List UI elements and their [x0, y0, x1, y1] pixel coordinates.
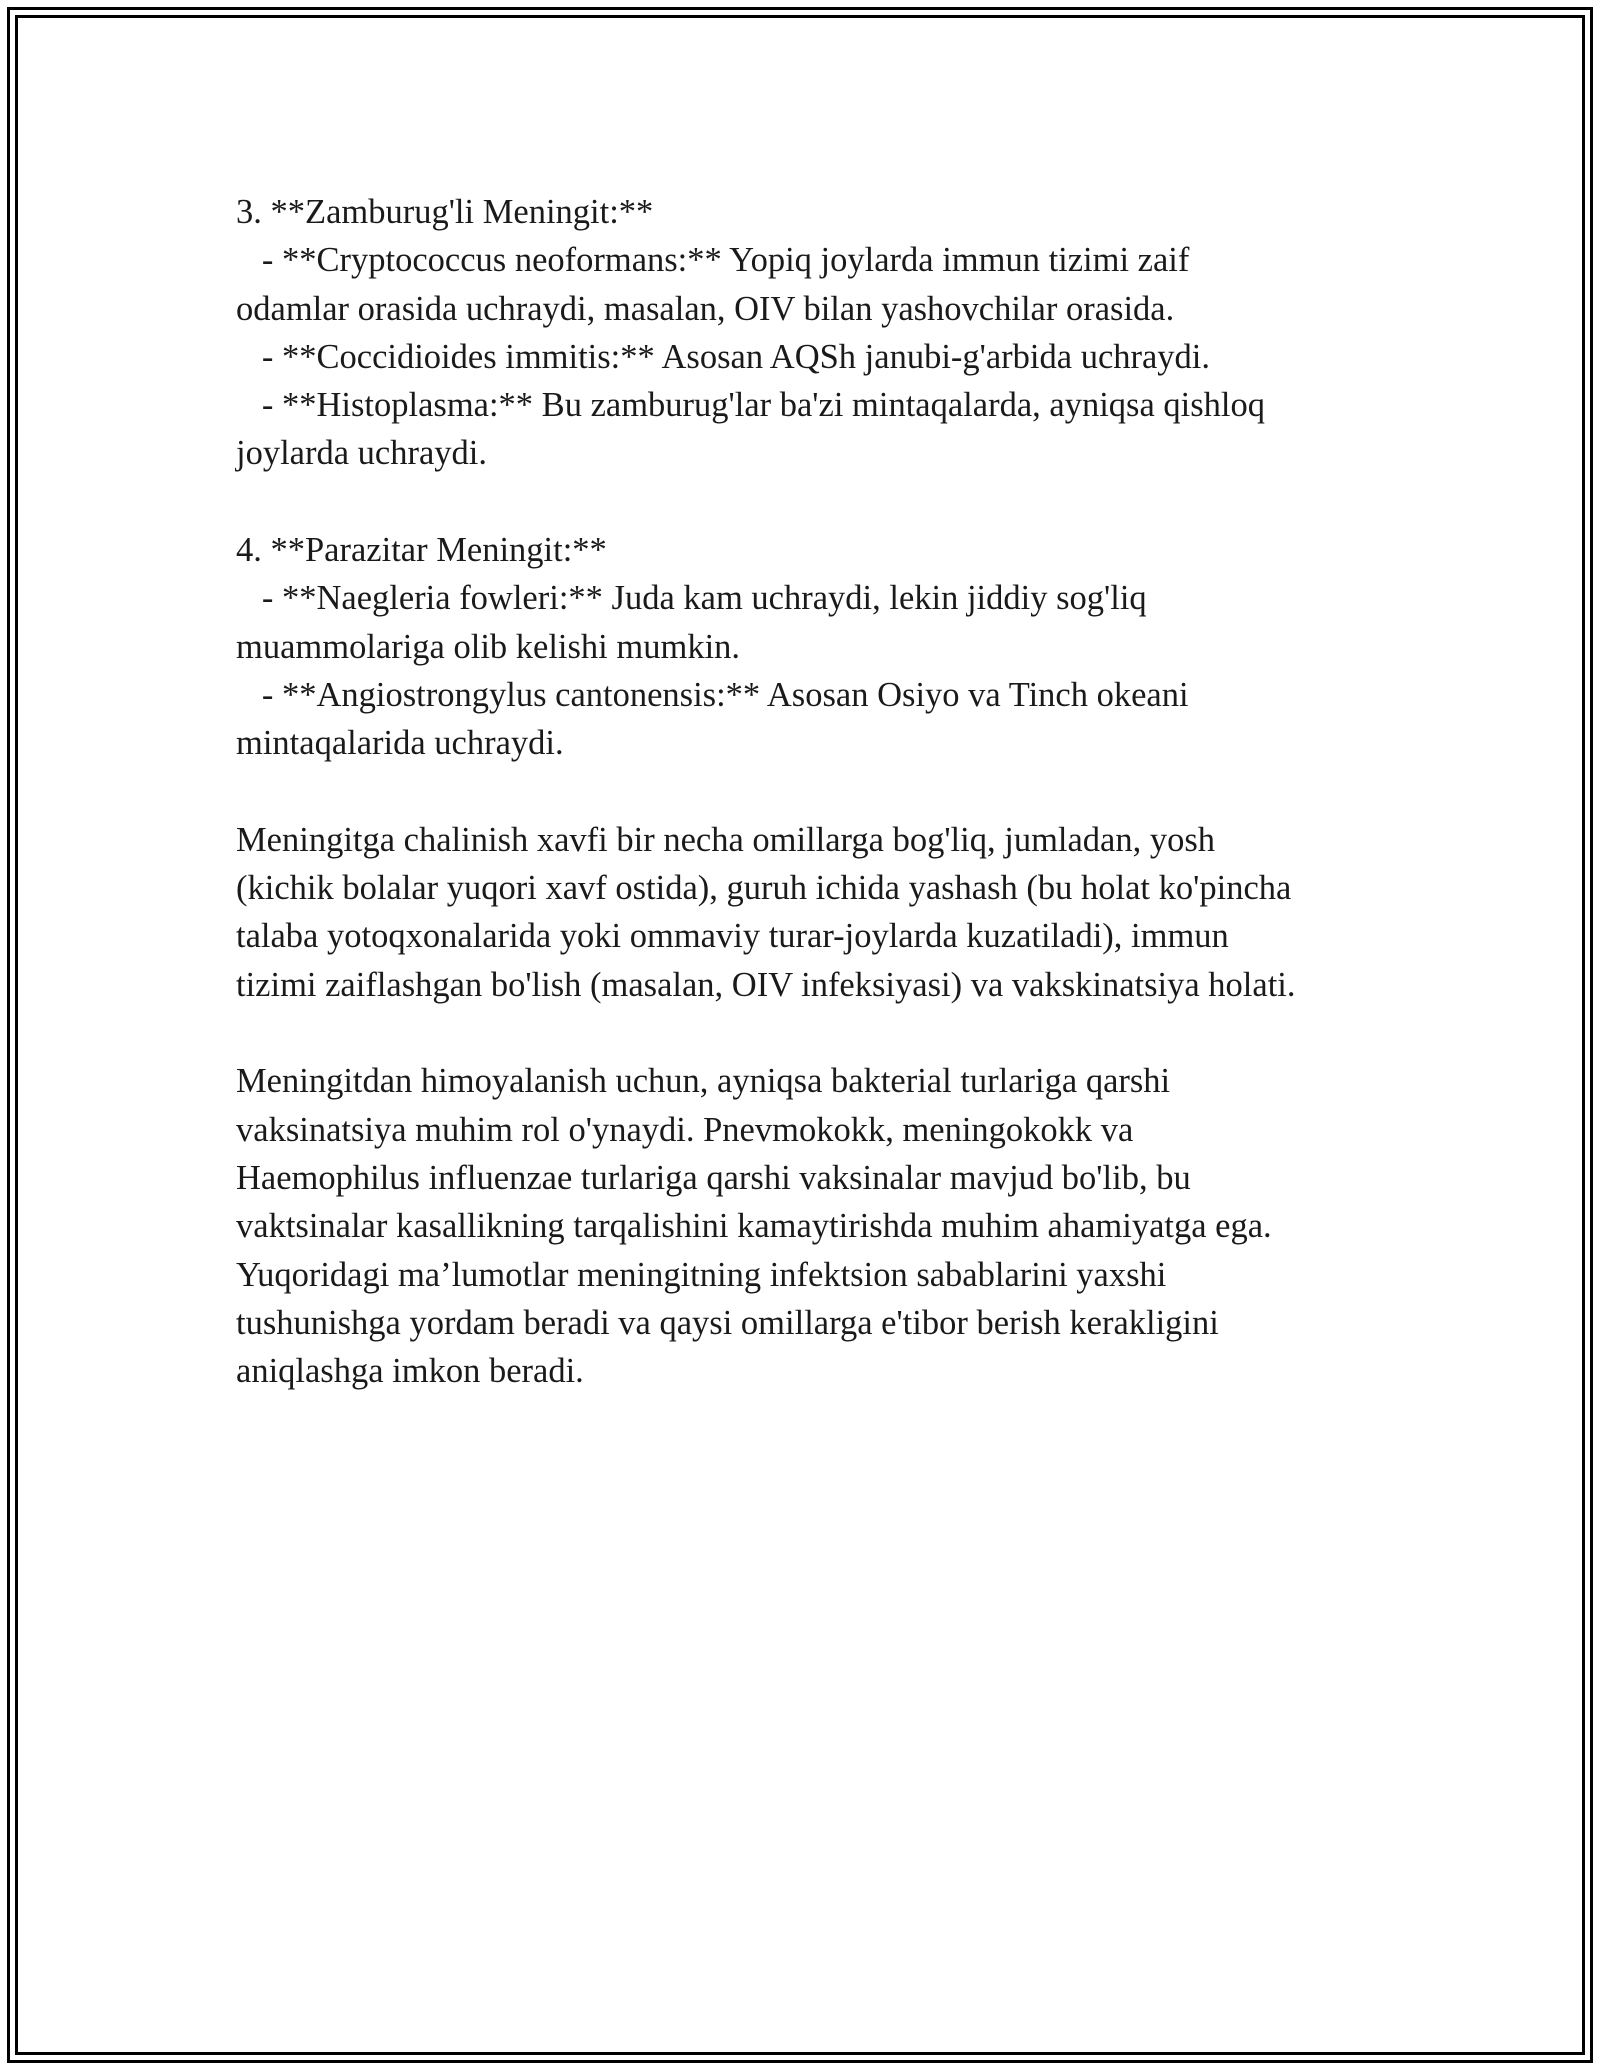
- section-parasitic-meningitis: [236, 526, 1386, 767]
- paragraph-prevention: [236, 1057, 1386, 1395]
- text-line: joylarda uchraydi.: [236, 434, 487, 473]
- text-line: Haemophilus influenzae turlariga qarshi vaksinalar mavjud bo'lib, bu: [236, 1158, 1191, 1197]
- text-line: aniqlashga imkon beradi.: [236, 1352, 584, 1391]
- paragraph-risk-factors: [236, 816, 1386, 1009]
- paragraph-gap: [236, 768, 1386, 816]
- text-line: talaba yotoqxonalarida yoki ommaviy turar-joylarda kuzatiladi), immun: [236, 917, 1229, 956]
- paragraph-gap: [236, 1009, 1386, 1057]
- text-line: mintaqalarida uchraydi.: [236, 724, 564, 763]
- text-line: (kichik bolalar yuqori xavf ostida), guruh ichida yashash (bu holat ko'pincha: [236, 869, 1292, 908]
- text-line: - **Cryptococcus neoformans:** Yopiq joylarda immun tizimi zaif: [236, 241, 1190, 280]
- paragraph-gap: [236, 478, 1386, 526]
- text-line: muammolariga olib kelishi mumkin.: [236, 627, 741, 666]
- section-heading: 4. **Parazitar Meningit:**: [236, 531, 607, 570]
- text-line: - **Angiostrongylus cantonensis:** Asosan Osiyo va Tinch okeani: [236, 675, 1189, 714]
- text-line: vaktsinalar kasallikning tarqalishini kamaytirishda muhim ahamiyatga ega.: [236, 1207, 1272, 1246]
- text-line: tushunishga yordam beradi va qaysi omillarga e'tibor berish kerakligini: [236, 1303, 1219, 1342]
- text-line: odamlar orasida uchraydi, masalan, OIV bilan yashovchilar orasida.: [236, 289, 1175, 328]
- text-line: tizimi zaiflashgan bo'lish (masalan, OIV infeksiyasi) va vakskinatsiya holati.: [236, 965, 1296, 1004]
- text-line: - **Histoplasma:** Bu zamburug'lar ba'zi mintaqalarda, ayniqsa qishloq: [236, 386, 1265, 425]
- text-line: Meningitga chalinish xavfi bir necha omillarga bog'liq, jumladan, yosh: [236, 820, 1216, 859]
- text-line: - **Naegleria fowleri:** Juda kam uchraydi, lekin jiddiy sog'liq: [236, 579, 1147, 618]
- text-line: Yuqoridagi ma’lumotlar meningitning infektsion sabablarini yaxshi: [236, 1255, 1167, 1294]
- text-line: Meningitdan himoyalanish uchun, ayniqsa bakterial turlariga qarshi: [236, 1062, 1171, 1101]
- text-line: vaksinatsiya muhim rol o'ynaydi. Pnevmokokk, meningokokk va: [236, 1110, 1134, 1149]
- section-fungal-meningitis: [236, 188, 1386, 478]
- document-body: [236, 188, 1386, 1395]
- section-heading: 3. **Zamburug'li Meningit:**: [236, 193, 654, 231]
- text-line: - **Coccidioides immitis:** Asosan AQSh janubi-g'arbida uchraydi.: [236, 337, 1211, 376]
